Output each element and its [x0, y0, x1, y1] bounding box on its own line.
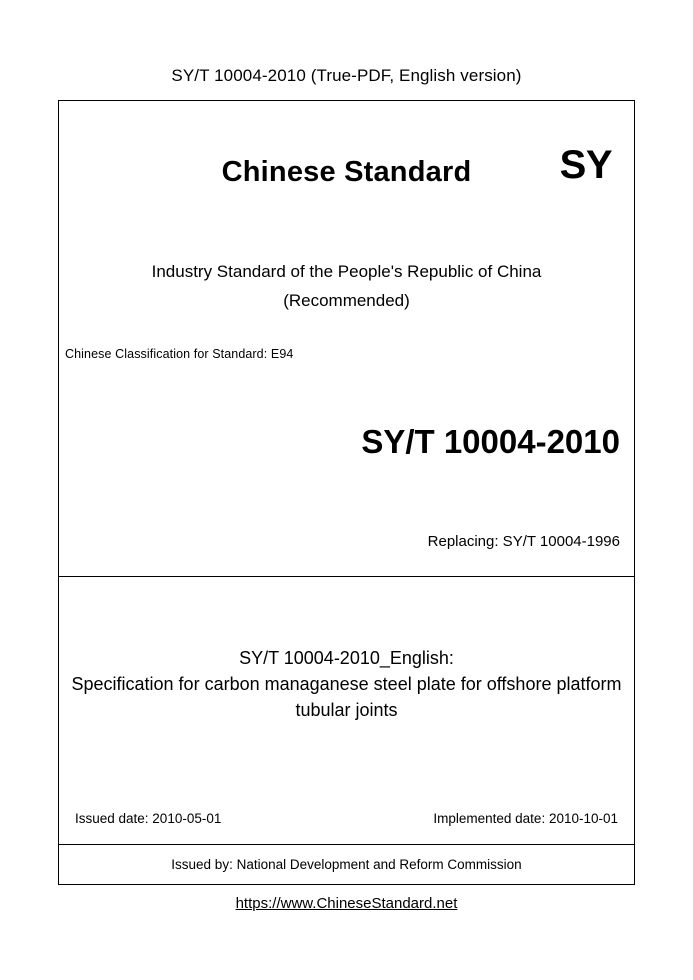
- cover-certificate-box: [58, 100, 635, 885]
- cover-bottom-section: [59, 845, 634, 884]
- industry-standard-line-2: (Recommended): [283, 291, 410, 310]
- issued-date: Issued date: 2010-05-01: [75, 811, 222, 826]
- dates-row: [75, 811, 618, 826]
- english-title-block: [69, 645, 624, 723]
- english-title-line-1: SY/T 10004-2010_English:: [239, 648, 454, 668]
- sy-logo: SY: [559, 143, 612, 187]
- page-title: SY/T 10004-2010 (True-PDF, English version): [171, 66, 522, 85]
- cover-middle-section: [59, 577, 634, 845]
- footer-website-link[interactable]: https://www.ChineseStandard.net: [235, 895, 458, 912]
- implemented-date: Implemented date: 2010-10-01: [433, 811, 618, 826]
- classification-code: Chinese Classification for Standard: E94: [65, 347, 294, 361]
- issued-by: Issued by: National Development and Reform Commission: [171, 857, 522, 872]
- industry-standard-line-1: Industry Standard of the People's Republic of China: [151, 262, 542, 281]
- english-title-line-2: Specification for carbon managanese steel plate for offshore platform tubular joints: [71, 674, 622, 720]
- standard-number: SY/T 10004-2010: [361, 423, 620, 460]
- replacing-standard: Replacing: SY/T 10004-1996: [427, 533, 620, 550]
- industry-standard-block: [59, 257, 634, 315]
- cover-upper-section: [59, 101, 634, 577]
- chinese-standard-heading: Chinese Standard: [221, 156, 472, 188]
